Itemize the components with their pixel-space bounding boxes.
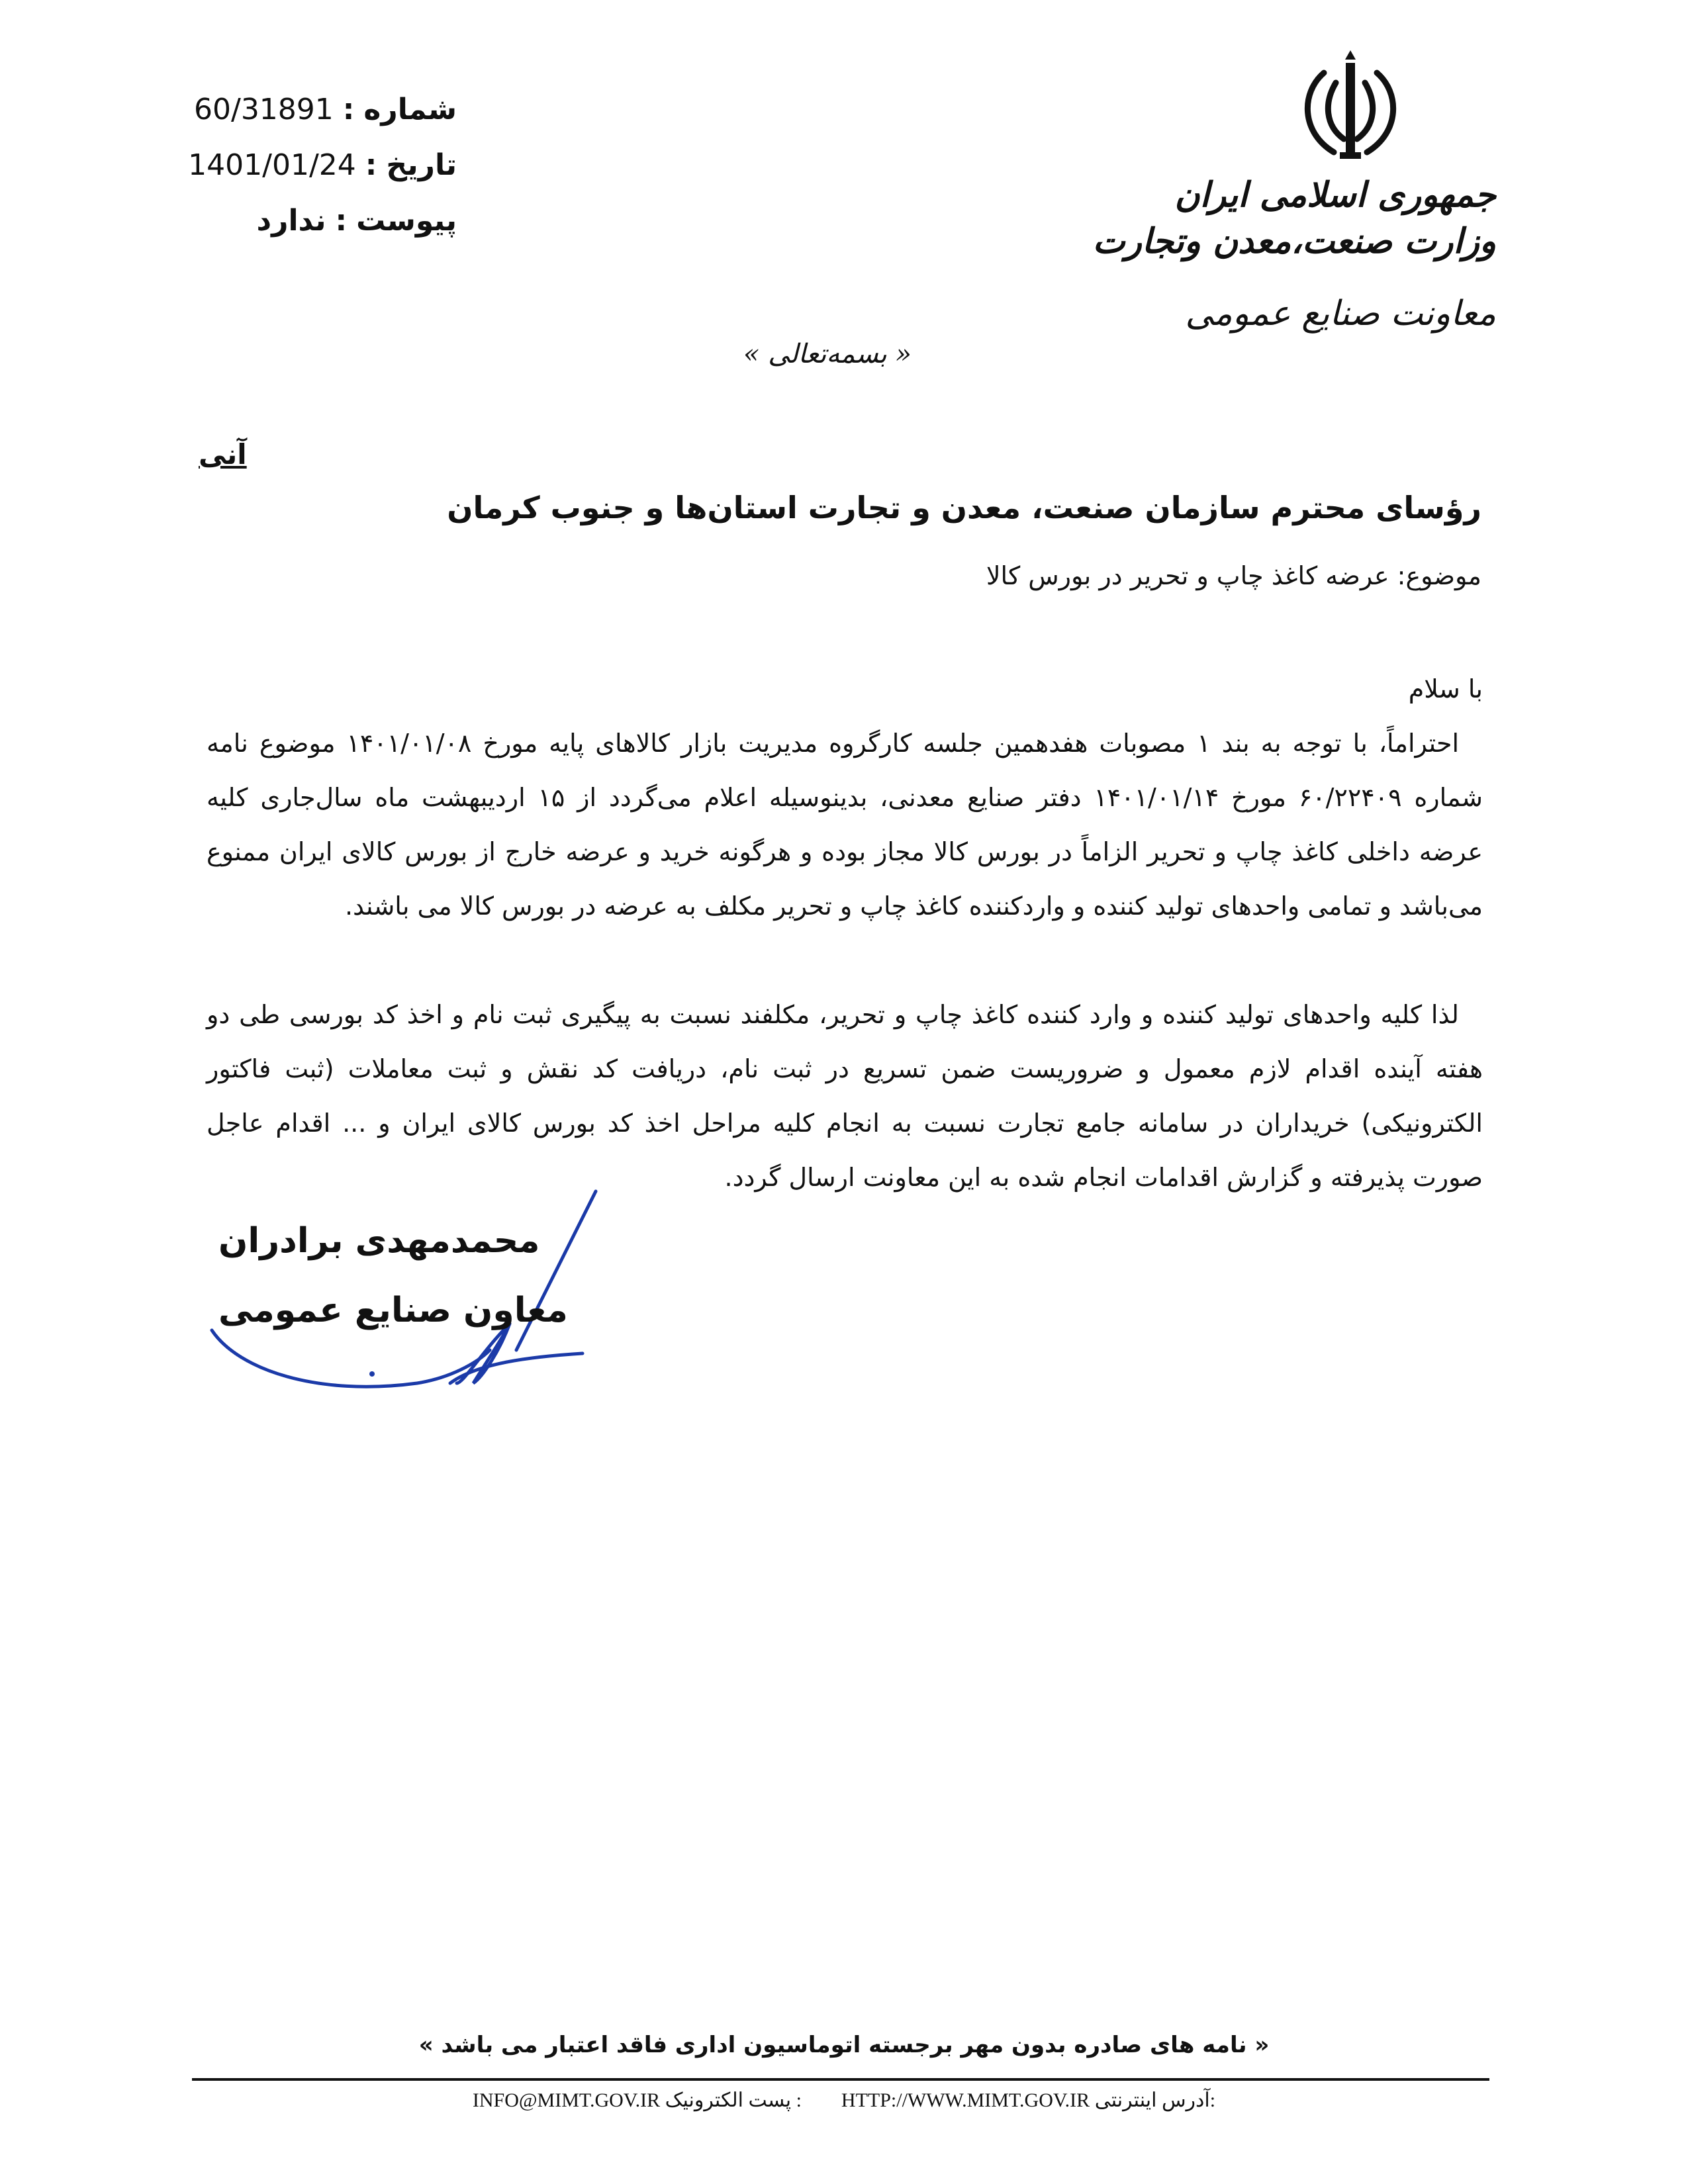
letter-attachment-row xyxy=(165,204,457,259)
iran-emblem-icon xyxy=(1284,46,1417,172)
footer-email-label: پست الکترونیک : xyxy=(665,2089,802,2111)
republic-name: جمهوری اسلامی ایران xyxy=(1174,175,1496,215)
greeting: با سلام xyxy=(1408,674,1483,704)
ministry-name: وزارت صنعت،معدن وتجارت xyxy=(1092,221,1496,262)
body-paragraph-2: لذا کلیه واحدهای تولید کننده و وارد کننده کاغذ چاپ و تحریر، مکلفند نسبت به پیگیری ثبت نام و اخذ کد بورسی طی دو هفته آینده اقدام لازم معمول و ضروریست ضمن تسریع در ثبت نام، دریافت کد نقش و ثبت معاملات (ثبت فاکتور الکترونیکی) خریداران در سامانه جامع تجارت نسبت به انجام کلیه مراحل اخذ کد بورس کالای ایران و ... اقدام عاجل صورت پذیرفته و گزارش اقدامات انجام شده به این معاونت ارسال گردد. xyxy=(207,1000,1483,1192)
footer-email xyxy=(473,2089,802,2112)
letter-meta xyxy=(165,93,457,259)
invocation: « بسمه‌تعالی » xyxy=(743,339,912,369)
department-name: معاونت صنایع عمومی xyxy=(1185,294,1496,334)
separator: : xyxy=(342,93,355,126)
letter-date-row xyxy=(165,148,457,204)
subject-line: موضوع: عرضه کاغذ چاپ و تحریر در بورس کالا xyxy=(986,561,1481,590)
footer-website xyxy=(841,2089,1215,2112)
footer-contact xyxy=(199,2089,1489,2112)
signatory-name: محمدمهدی برادران xyxy=(218,1221,540,1261)
urgency-label: آنی xyxy=(199,438,247,471)
signatory-title: معاون صنایع عمومی xyxy=(218,1291,568,1330)
letter-date-value: 1401/01/24 xyxy=(188,148,356,182)
footer-website-label: آدرس اینترنتی: xyxy=(1094,2089,1216,2111)
footer-divider xyxy=(192,2078,1489,2081)
footer-website-value: HTTP://WWW.MIMT.GOV.IR xyxy=(841,2089,1090,2111)
separator: : xyxy=(335,204,348,238)
letter-number-value: 60/31891 xyxy=(194,93,334,126)
separator: : xyxy=(365,148,377,182)
letterhead xyxy=(1092,46,1496,404)
letter-date-label: تاریخ xyxy=(386,148,457,182)
letter-attachment-label: پیوست xyxy=(356,204,457,238)
footer-email-value: INFO@MIMT.GOV.IR xyxy=(472,2089,661,2111)
letter-number-label: شماره xyxy=(363,93,457,126)
footer-note: « نامه های صادره بدون مهر برجسته اتوماسیون اداری فاقد اعتبار می باشد » xyxy=(418,2032,1270,2058)
addressee: رؤسای محترم سازمان صنعت، معدن و تجارت استان‌ها و جنوب کرمان xyxy=(447,490,1481,525)
letter-attachment-value: ندارد xyxy=(256,204,326,238)
letter-number-row xyxy=(165,93,457,148)
body-paragraph-1: احتراماً، با توجه به بند ۱ مصوبات هفدهمین جلسه کارگروه مدیریت بازار کالاهای پایه مورخ ۱۴۰۱/۰۱/۰۸ موضوع نامه شماره ۶۰/۲۲۴۰۹ مورخ ۱۴۰۱/۰۱/۱۴ دفتر صنایع معدنی، بدینوسیله اعلام می‌گردد از ۱۵ اردیبهشت ماه سال‌جاری کلیه عرضه داخلی کاغذ چاپ و تحریر الزاماً در بورس کالا مجاز بوده و هرگونه خرید و عرضه خارج از بورس کالای ایران ممنوع می‌باشد و تمامی واحدهای تولید کننده و واردکننده کاغذ چاپ و تحریر مکلف به عرضه در بورس کالا می باشند. xyxy=(207,729,1483,921)
